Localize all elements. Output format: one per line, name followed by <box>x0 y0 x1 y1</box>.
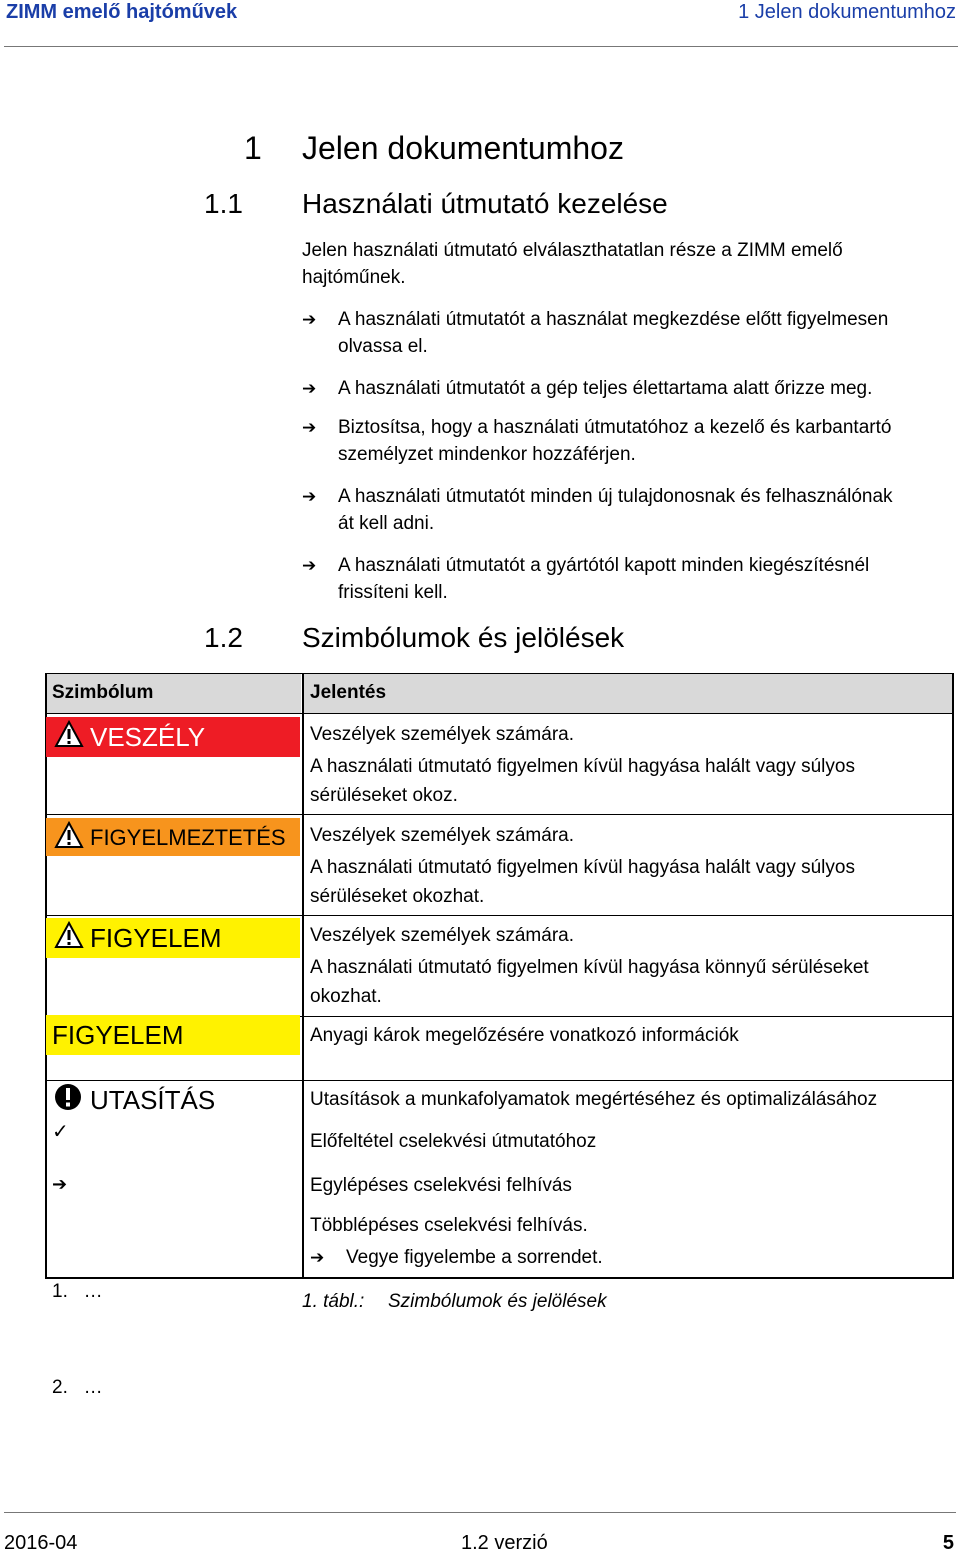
danger-signal-word <box>46 717 300 757</box>
checkmark-icon: ✓ <box>52 1121 69 1143</box>
bullet-line-1: Biztosítsa, hogy a használati útmutatóhoz a kezelő és karbantartó <box>338 417 892 438</box>
table-border-bottom <box>45 1277 954 1279</box>
bullet-line-2: személyzet mindenkor hozzáférjen. <box>338 444 636 465</box>
info-exclamation-icon <box>54 1083 82 1111</box>
step-2-symbol: 2. … <box>52 1377 103 1398</box>
meaning-line: Veszélyek személyek számára. <box>310 724 574 745</box>
caution-meaning <box>310 921 940 1011</box>
footer-page-number: 5 <box>942 1532 954 1554</box>
danger-meaning <box>310 720 940 810</box>
table-caption-number: 1. tábl.: <box>302 1291 365 1312</box>
instruction-signal-word <box>46 1080 300 1118</box>
footer-version: 1.2 verzió <box>461 1532 548 1554</box>
intro-line-1: Jelen használati útmutató elválaszthatatlan része a ZIMM emelő <box>302 240 843 261</box>
table-caption-text: Szimbólumok és jelölések <box>388 1291 607 1312</box>
precondition-meaning <box>310 1127 940 1156</box>
meaning-line: Előfeltétel cselekvési útmutatóhoz <box>310 1131 597 1152</box>
meaning-line: sérüléseket okozhat. <box>310 886 485 907</box>
bullet-item <box>302 306 942 360</box>
arrow-right-icon: ➔ <box>302 379 317 398</box>
warning-triangle-icon <box>54 821 84 849</box>
section-1-1-title: Használati útmutató kezelése <box>302 188 668 219</box>
arrow-right-icon: ➔ <box>302 487 317 506</box>
multi-step-meaning <box>310 1211 940 1272</box>
table-border-right <box>952 673 954 1278</box>
col-symbol-label: Szimbólum <box>52 682 154 703</box>
arrow-right-icon: ➔ <box>52 1174 68 1194</box>
bullet-line-1: A használati útmutatót a gép teljes élettartama alatt őrizze meg. <box>338 378 873 399</box>
meaning-line: Veszélyek személyek számára. <box>310 825 574 846</box>
step-1-symbol: 1. … <box>52 1281 103 1302</box>
meaning-line: Többlépéses cselekvési felhívás. <box>310 1215 588 1236</box>
footer-divider <box>4 1512 956 1513</box>
meaning-line: Egylépéses cselekvési felhívás <box>310 1175 572 1196</box>
section-1-2-number: 1.2 <box>204 622 243 653</box>
meaning-line: Anyagi károk megelőzésére vonatkozó információk <box>310 1025 739 1046</box>
notice-signal-word <box>46 1015 300 1055</box>
bullet-line-2: frissíteni kell. <box>338 582 448 603</box>
meaning-line: A használati útmutató figyelmen kívül hagyása könnyű sérüléseket <box>310 957 869 978</box>
bullet-line-2: olvassa el. <box>338 336 428 357</box>
row-divider <box>45 915 954 916</box>
bullet-item <box>302 414 942 468</box>
meaning-line: okozhat. <box>310 986 382 1007</box>
caution-signal-word <box>46 918 300 958</box>
warning-triangle-icon <box>54 720 84 748</box>
warning-label: FIGYELMEZTETÉS <box>90 825 286 850</box>
meaning-line: A használati útmutató figyelmen kívül hagyása halált vagy súlyos <box>310 756 855 777</box>
bullet-line-1: A használati útmutatót minden új tulajdonosnak és felhasználónak <box>338 486 893 507</box>
header-divider <box>4 46 958 47</box>
instruction-meaning <box>310 1085 940 1114</box>
instruction-label: UTASÍTÁS <box>90 1085 216 1115</box>
table-border-left <box>45 673 47 1278</box>
bullet-item <box>302 375 942 402</box>
notice-label: FIGYELEM <box>52 1020 184 1050</box>
footer-date: 2016-04 <box>4 1532 78 1554</box>
meaning-bullet <box>310 1243 940 1272</box>
row-divider <box>45 814 954 815</box>
bullet-item <box>302 483 942 537</box>
warning-signal-word <box>46 818 300 856</box>
intro-paragraph <box>302 237 942 291</box>
table-header-divider <box>45 713 954 714</box>
header-chapter: 1 Jelen dokumentumhoz <box>738 1 956 23</box>
meaning-line: Veszélyek személyek számára. <box>310 925 574 946</box>
meaning-line: sérüléseket okoz. <box>310 785 458 806</box>
table-column-divider <box>302 673 304 1278</box>
bullet-line-1: A használati útmutatót a gyártótól kapott minden kiegészítésnél <box>338 555 870 576</box>
meaning-line: Vegye figyelembe a sorrendet. <box>346 1247 603 1268</box>
section-1-2-title: Szimbólumok és jelölések <box>302 622 625 653</box>
arrow-right-icon: ➔ <box>310 1248 325 1267</box>
caution-label: FIGYELEM <box>90 923 222 953</box>
section-1-number: 1 <box>244 130 262 166</box>
numbered-steps-symbol <box>52 1212 103 1436</box>
arrow-right-icon: ➔ <box>302 418 317 437</box>
arrow-right-icon: ➔ <box>302 310 317 329</box>
intro-line-2: hajtóműnek. <box>302 267 406 288</box>
single-step-meaning <box>310 1171 940 1200</box>
arrow-right-icon: ➔ <box>302 556 317 575</box>
meaning-line: A használati útmutató figyelmen kívül hagyása halált vagy súlyos <box>310 857 855 878</box>
section-1-1-number: 1.1 <box>204 188 243 219</box>
header-manual-title: ZIMM emelő hajtóművek <box>6 1 238 23</box>
col-meaning-label: Jelentés <box>310 682 387 703</box>
table-header-meaning <box>303 674 952 713</box>
table-header-symbol <box>46 674 301 713</box>
warning-triangle-icon <box>54 921 84 949</box>
warning-meaning <box>310 821 940 911</box>
table-border-top <box>45 673 954 674</box>
danger-label: VESZÉLY <box>90 722 206 752</box>
bullet-line-1: A használati útmutatót a használat megkezdése előtt figyelmesen <box>338 309 889 330</box>
notice-meaning <box>310 1021 940 1050</box>
bullet-line-2: át kell adni. <box>338 513 435 534</box>
bullet-item <box>302 552 942 606</box>
meaning-line: Utasítások a munkafolyamatok megértéséhez és optimalizálásához <box>310 1089 878 1110</box>
section-1-title: Jelen dokumentumhoz <box>302 130 624 166</box>
